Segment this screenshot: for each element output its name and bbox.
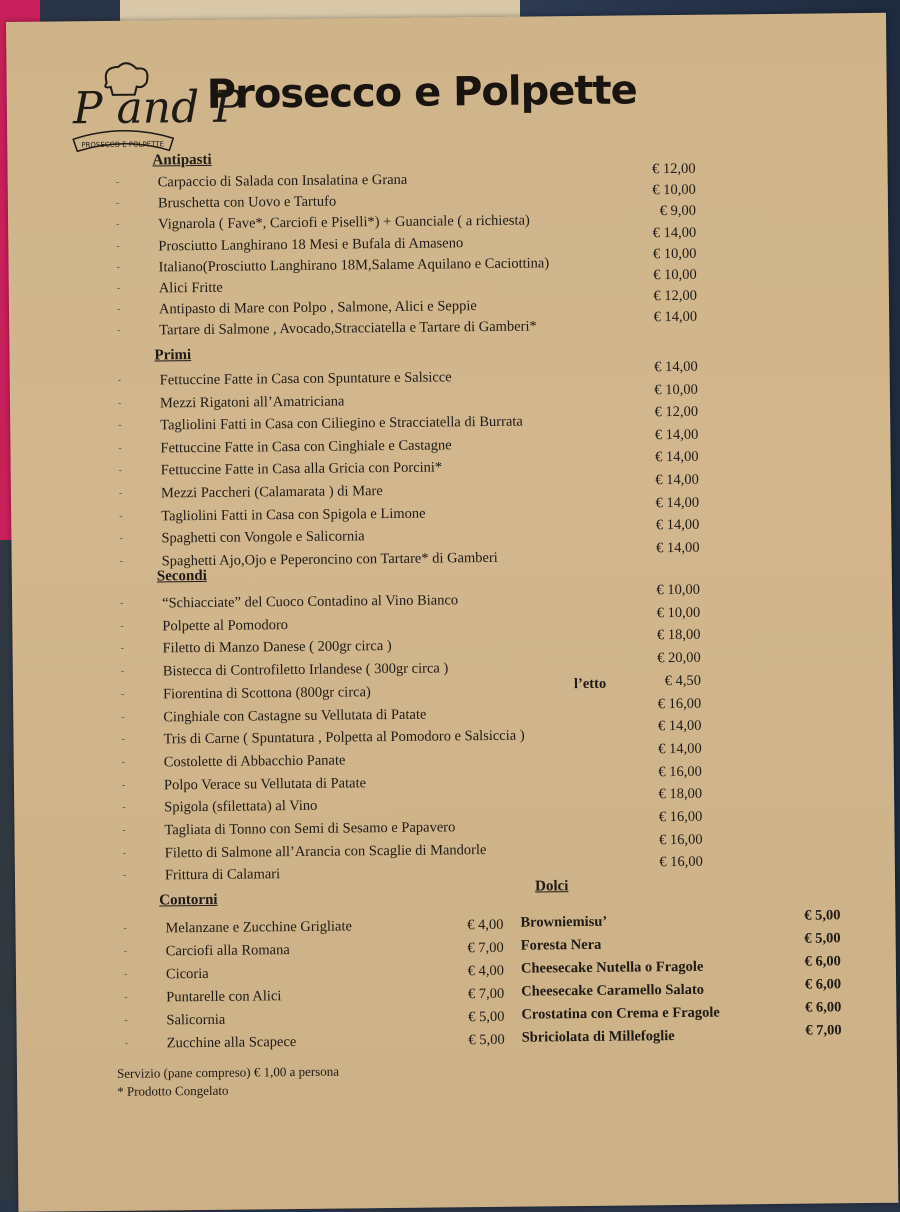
menu-item-price: € 20,00 [657,649,701,667]
menu-item-name: Costolette di Abbacchio Panate [163,752,346,771]
menu-item-name: Frittura di Calamari [164,866,281,884]
bullet-dash: - [120,597,124,609]
bullet-dash: - [115,198,120,210]
menu-item-price: € 14,00 [652,224,697,241]
bullet-dash: - [116,261,120,273]
menu-item-price: € 7,00 [805,1022,842,1039]
menu-item-name: Polpo Verace su Vellutata di Patate [163,774,367,793]
menu-item-row [521,976,842,1005]
menu-item-price: € 5,00 [804,930,841,947]
bullet-dash: - [121,756,126,768]
menu-item-name: Bruschetta con Uovo e Tartufo [157,193,337,212]
menu-item-name: Spigola (sfilettata) al Vino [164,798,318,816]
menu-item-price: € 5,00 [468,1008,505,1026]
menu-item-name: Alici Fritte [158,279,223,297]
menu-item-name: Tagliolini Fatti in Casa con Ciliegino e Stracciatella di Burrata [160,413,523,434]
menu-item-name: Puntarelle con Alici [166,988,282,1006]
menu-item-name: Spaghetti con Vongole e Salicornia [161,528,365,547]
menu-item-name: Fettuccine Fatte in Casa alla Gricia con Porcini* [160,459,443,479]
bullet-dash: - [124,991,128,1003]
menu-item-price: € 14,00 [653,309,698,326]
menu-paper [6,13,898,1212]
bullet-dash: - [121,711,125,723]
section-heading-dolci: Dolci [534,878,569,895]
menu-item-price: € 14,00 [654,426,699,444]
bullet-dash: - [124,1037,129,1049]
menu-item-price: € 12,00 [653,287,697,305]
bullet-dash: - [117,397,122,409]
menu-item-price: € 16,00 [659,831,703,848]
menu-item-row [124,986,504,1012]
menu-item-price: € 12,00 [654,403,699,421]
menu-title: Prosecco e Polpette [206,67,637,118]
bullet-dash: - [118,419,122,432]
bullet-dash: - [123,945,128,957]
menu-item-name: Prosciutto Langhirano 18 Mesi e Bufala di Amaseno [158,234,464,255]
menu-item-price: € 10,00 [653,266,697,284]
menu-item-price: € 16,00 [659,854,703,871]
bullet-dash: - [117,325,121,337]
bullet-dash: - [120,620,124,632]
bullet-dash: - [116,219,120,231]
bullet-dash: - [123,968,128,980]
menu-item-name: Spaghetti Ajo,Ojo e Peperoncino con Tartare* di Gamberi [161,549,498,570]
menu-item-price: € 18,00 [658,786,703,803]
menu-item-name: Mezzi Paccheri (Calamarata ) di Mare [160,483,383,502]
menu-item-name: Cheesecake Caramello Salato [521,981,705,1000]
menu-item-name: Cicoria [165,965,209,983]
menu-item-price: € 9,00 [659,203,697,220]
menu-item-price: € 5,00 [804,907,841,924]
menu-item-row [124,963,504,989]
menu-item-price: € 10,00 [654,381,698,398]
section-heading-primi: Primi [154,347,192,364]
menu-item-name: Vignarola ( Fave*, Carciofi e Piselli*) + Guanciale ( a richiesta) [158,212,530,233]
menu-item-name: Carciofi alla Romana [165,942,290,960]
menu-item-name: Polpette al Pomodoro [162,616,289,635]
menu-item-row [122,854,703,890]
menu-item-price: € 10,00 [652,181,696,199]
bullet-dash: - [120,688,125,700]
bullet-dash: - [120,665,125,677]
menu-item-name: Filetto di Salmone all’Arancia con Scaglie di Mandorle [164,841,487,862]
menu-item-name: Melanzane e Zucchine Grigliate [165,918,352,937]
menu-item-name: Antipasto di Mare con Polpo , Salmone, Alici e Seppie [158,298,477,318]
menu-item-price: € 14,00 [655,449,699,466]
menu-item-price: € 10,00 [652,245,697,263]
menu-item-price: € 14,00 [655,471,699,489]
menu-item-row [520,953,841,982]
menu-item-price: € 16,00 [658,808,703,826]
menu-item-price: € 5,00 [468,1031,505,1049]
bullet-dash: - [119,532,123,545]
menu-item-price: € 4,00 [467,962,505,980]
menu-item-name: Crostatina con Crema e Fragole [521,1004,720,1023]
menu-item-price: € 10,00 [656,604,701,621]
menu-item-name: Cinghiale con Castagne su Vellutata di Patate [163,706,427,725]
menu-item-name: Mezzi Rigatoni all’Amatriciana [159,393,345,412]
logo-ribbon-text: PROSECCO E POLPETTE [81,140,165,150]
menu-item-price: € 7,00 [467,985,505,1003]
menu-item-name: Tartare di Salmone , Avocado,Stracciatella e Tartare di Gamberi* [159,318,537,339]
menu-item-price: € 4,00 [467,916,504,934]
bullet-dash: - [116,304,121,316]
section-heading-antipasti: Antipasti [152,151,212,169]
menu-item-row [520,930,841,959]
menu-item-row [124,940,504,966]
menu-item-name: Bistecca di Controfiletto Irlandese ( 300gr circa ) [162,660,449,680]
bullet-dash: - [121,733,125,746]
bullet-dash: - [118,442,122,454]
menu-item-name: Tris di Carne ( Spuntatura , Polpetta al Pomodoro e Salsiccia ) [163,727,525,748]
price-unit: l’etto [573,675,607,692]
bullet-dash: - [122,847,127,859]
menu-item-price: € 14,00 [658,740,702,758]
bullet-dash: - [116,240,120,252]
logo-p-left: P and P [72,81,244,135]
bullet-dash: - [122,802,126,814]
bullet-dash: - [119,510,123,522]
menu-item-name: Fettuccine Fatte in Casa con Cinghiale e Castagne [160,437,452,457]
menu-item-name: Filetto di Manzo Danese ( 200gr circa ) [162,638,392,657]
menu-item-name: Tagliata di Tonno con Semi di Sesamo e Papavero [164,819,456,839]
menu-item-name: Italiano(Prosciutto Langhirano 18M,Salame Aquilano e Caciottina) [158,255,550,276]
bullet-dash: - [120,643,124,655]
section-heading-secondi: Secondi [156,567,207,585]
bullet-dash: - [122,824,126,836]
menu-item-row [117,309,698,345]
bullet-dash: - [115,176,120,188]
menu-item-name: Zucchine alla Scapece [166,1034,297,1052]
bullet-dash: - [123,922,127,934]
menu-item-row [123,917,503,943]
bullet-dash: - [121,779,126,791]
menu-item-price: € 12,00 [651,160,696,178]
menu-item-price: € 6,00 [804,976,842,993]
menu-item-row [125,1032,505,1058]
service-note: Servizio (pane compreso) € 1,00 a persona [116,1063,340,1081]
menu-item-price: € 14,00 [655,516,700,534]
menu-item-row [521,999,842,1028]
menu-item-price: € 7,00 [467,939,504,957]
menu-item-price: € 6,00 [804,953,841,970]
menu-item-price: € 14,00 [655,494,700,511]
bullet-dash: - [116,282,121,294]
menu-item-price: € 14,00 [655,539,700,557]
menu-item-name: Browniemisu’ [520,913,608,931]
bullet-dash: - [118,465,123,477]
menu-item-price: € 6,00 [805,999,842,1016]
menu-item-name: Foresta Nera [520,936,602,954]
menu-item-price: € 18,00 [656,627,701,644]
bullet-dash: - [124,1014,128,1026]
menu-item-price: € 16,00 [657,695,702,712]
menu-item-name: Salicornia [166,1011,226,1029]
menu-item-name: Fiorentina di Scottona (800gr circa) [162,684,371,703]
bullet-dash: - [119,555,124,567]
menu-item-name: “Schiacciate” del Cuoco Contadino al Vino Bianco [162,592,459,612]
menu-item-row [124,1009,504,1035]
menu-item-name: Carpaccio di Salada con Insalatina e Grana [157,171,408,191]
menu-item-name: Cheesecake Nutella o Fragole [520,958,704,977]
bullet-dash: - [118,487,123,499]
menu-item-row [520,907,841,936]
frozen-note: * Prodotto Congelato [117,1082,229,1099]
section-heading-contorni: Contorni [159,891,218,909]
menu-item-price: € 4,50 [664,672,702,689]
bullet-dash: - [117,374,122,386]
menu-item-price: € 14,00 [657,717,702,735]
menu-item-price: € 16,00 [658,763,702,780]
menu-item-name: Sbriciolata di Millefoglie [521,1028,675,1046]
bullet-dash: - [122,870,127,882]
menu-item-price: € 14,00 [654,358,698,376]
menu-item-name: Tagliolini Fatti in Casa con Spigola e Limone [161,505,426,524]
menu-item-row [521,1022,842,1051]
menu-item-name: Fettuccine Fatte in Casa con Spuntature e Salsicce [159,369,452,389]
menu-item-price: € 10,00 [656,581,701,599]
